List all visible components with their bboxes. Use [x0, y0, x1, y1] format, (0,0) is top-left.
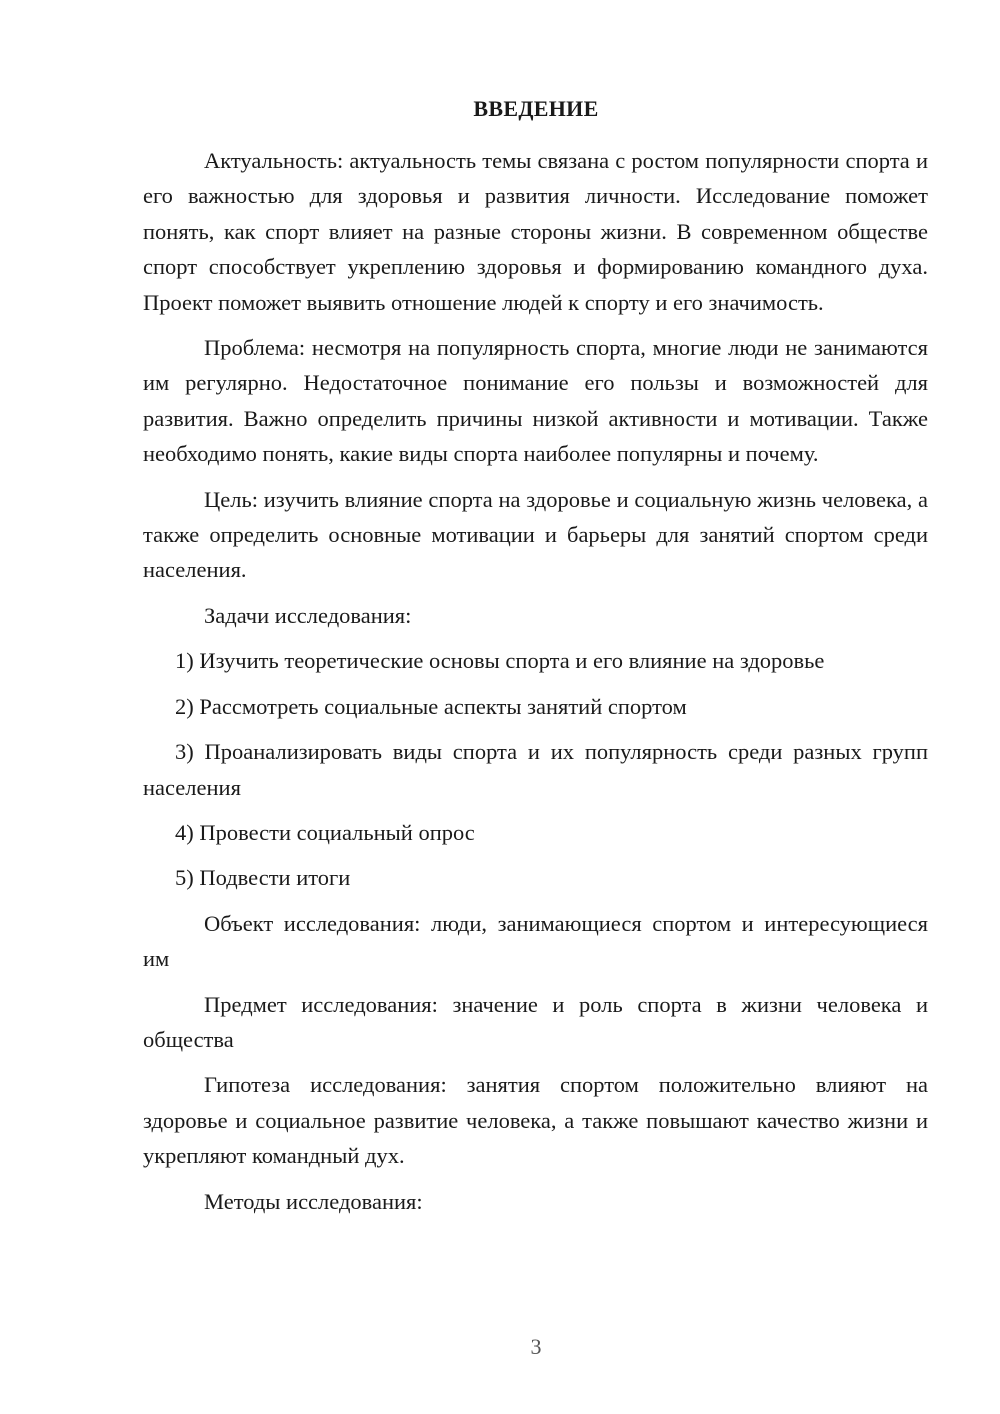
body-text	[143, 143, 928, 1229]
methods-heading: Методы исследования:	[204, 1188, 423, 1214]
relevance-paragraph: Актуальность: актуальность темы связана с ростом популярности спорта и его важностью для здоровья и развития личности. Исследование поможет понять, как спорт влияет на разные стороны жизни. В современном обществе спорт способствует укреплению здоровья и формированию командного духа. Проект поможет выявить отношение людей к спорту и его значимость.	[143, 148, 928, 315]
goal-paragraph: Цель: изучить влияние спорта на здоровье и социальную жизнь человека, а также определить основные мотивации и барьеры для занятий спортом среди населения.	[143, 486, 928, 583]
task-item: 3) Проанализировать виды спорта и их популярность среди разных групп населения	[143, 739, 928, 800]
page-number: 3	[530, 1334, 542, 1359]
hypothesis-paragraph: Гипотеза исследования: занятия спортом положительно влияют на здоровье и социальное развитие человека, а также повышают качество жизни и укрепляют командный дух.	[143, 1072, 928, 1169]
task-item: 5) Подвести итоги	[175, 865, 351, 891]
task-item: 1) Изучить теоретические основы спорта и его влияние на здоровье	[175, 648, 825, 674]
task-item: 4) Провести социальный опрос	[175, 819, 475, 845]
subject-paragraph: Предмет исследования: значение и роль спорта в жизни человека и общества	[143, 991, 928, 1052]
section-heading: ВВЕДЕНИЕ	[473, 96, 599, 121]
tasks-heading: Задачи исследования:	[204, 602, 412, 628]
problem-paragraph: Проблема: несмотря на популярность спорта, многие люди не занимаются им регулярно. Недостаточное понимание его пользы и возможностей для развития. Важно определить причины низкой активности и мотивации. Также необходимо понять, какие виды спорта наиболее популярны и почему.	[143, 335, 928, 467]
task-item: 2) Рассмотреть социальные аспекты занятий спортом	[175, 693, 687, 719]
object-paragraph: Объект исследования: люди, занимающиеся спортом и интересующиеся им	[143, 910, 928, 972]
